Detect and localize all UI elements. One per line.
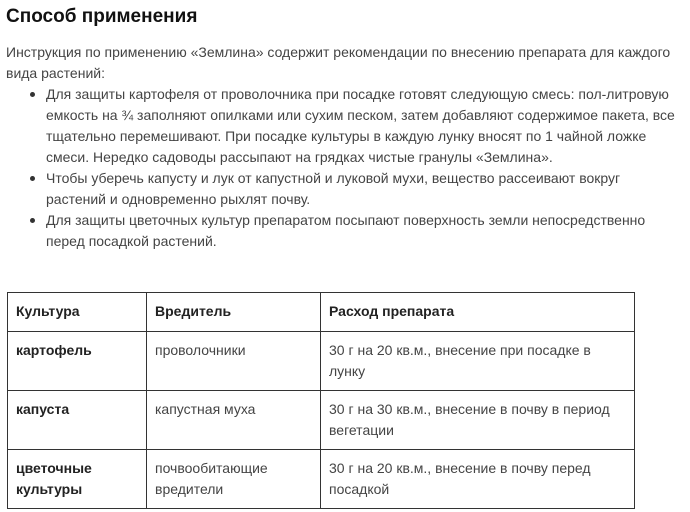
cell-rate: 30 г на 30 кв.м., внесение в почву в период вегетации xyxy=(321,391,635,450)
table-row xyxy=(8,332,635,391)
cell-rate: 30 г на 20 кв.м., внесение в почву перед посадкой xyxy=(321,450,635,509)
application-rates-table xyxy=(7,292,635,509)
list-item: Для защиты картофеля от проволочника при посадке готовят следующую смесь: пол-литровую емкость на ¾ заполняют опилками или сухим песком, затем добавляют содержимое пакета, все тщательно перемешивают. При посадке культуры в каждую лунку вносят по 1 чайной ложке смеси. Нередко садоводы рассыпают на грядках чистые гранулы «Землина». xyxy=(46,84,682,168)
table-row xyxy=(8,450,635,509)
cell-crop: цветочные культуры xyxy=(8,450,147,509)
cell-crop: капуста xyxy=(8,391,147,450)
header-pest: Вредитель xyxy=(147,293,321,332)
cell-pest: капустная муха xyxy=(147,391,321,450)
table-header-row xyxy=(8,293,635,332)
cell-pest: почвообитающие вредители xyxy=(147,450,321,509)
list-item: Чтобы уберечь капусту и лук от капустной и луковой мухи, вещество рассеивают вокруг растений и одновременно рыхлят почву. xyxy=(46,168,682,210)
intro-paragraph: Инструкция по применению «Землина» содержит рекомендации по внесению препарата для каждого вида растений: xyxy=(6,44,671,81)
cell-pest: проволочники xyxy=(147,332,321,391)
header-crop: Культура xyxy=(8,293,147,332)
cell-rate: 30 г на 20 кв.м., внесение при посадке в лунку xyxy=(321,332,635,391)
list-item: Для защиты цветочных культур препаратом посыпают поверхность земли непосредственно перед посадкой растений. xyxy=(46,210,682,252)
table-row xyxy=(8,391,635,450)
section-title: Способ применения xyxy=(6,6,198,27)
header-rate: Расход препарата xyxy=(321,293,635,332)
instruction-list xyxy=(46,84,682,252)
cell-crop: картофель xyxy=(8,332,147,391)
